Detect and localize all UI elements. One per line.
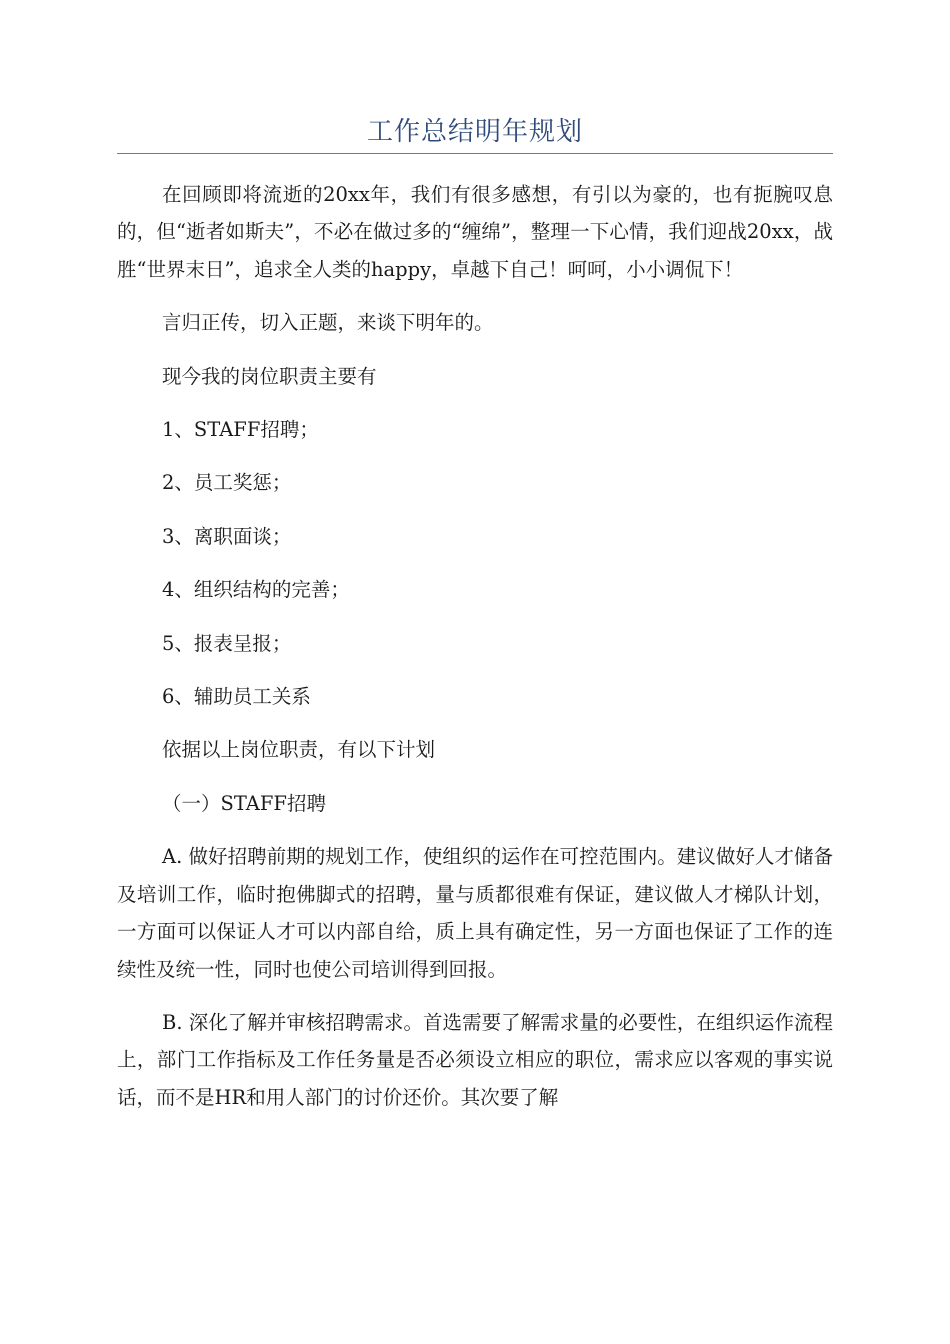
paragraph-plan-intro: 依据以上岗位职责，有以下计划 xyxy=(162,738,436,762)
list-item-duty-4: 4、组织结构的完善； xyxy=(162,578,350,602)
list-item-duty-6: 6、辅助员工关系 xyxy=(162,685,311,709)
paragraph-plan-a: A. 做好招聘前期的规划工作，使组织的运作在可控范围内。建议做好人才储备及培训工作，临时抱佛脚式的招聘，量与质都很难有保证，建议做人才梯队计划，一方面可以保证人才可以内部自给，质上具有确定性，另一方面也保证了工作的连续性及统一性，同时也使公司培训得到回报。 xyxy=(117,845,833,981)
list-item-duty-2: 2、员工奖惩； xyxy=(162,471,292,495)
paragraph-intro: 在回顾即将流逝的20xx年，我们有很多感想，有引以为豪的，也有扼腕叹息的，但“逝者如斯夫”，不必在做过多的“缠绵”，整理一下心情，我们迎战20xx，战胜“世界末日”，追求全人类的happy，卓越下自己！呵呵，小小调侃下！ xyxy=(117,183,833,281)
list-item-duty-5: 5、报表呈报； xyxy=(162,631,292,655)
title-underline xyxy=(117,153,833,154)
document-body xyxy=(117,176,833,1116)
list-item-duty-3: 3、离职面谈； xyxy=(162,524,292,548)
list-item-duty-1: 1、STAFF招聘； xyxy=(162,418,319,442)
document-title: 工作总结明年规划 xyxy=(366,117,583,147)
paragraph-transition: 言归正传，切入正题，来谈下明年的。 xyxy=(162,311,494,335)
paragraph-duties-heading: 现今我的岗位职责主要有 xyxy=(162,364,377,388)
section-heading-staff-recruitment: （一）STAFF招聘 xyxy=(162,791,326,815)
paragraph-plan-b: B. 深化了解并审核招聘需求。首选需要了解需求量的必要性，在组织运作流程上，部门工作指标及工作任务量是否必须设立相应的职位，需求应以客观的事实说话，而不是HR和用人部门的讨价还价。其次要了解 xyxy=(117,1010,833,1109)
